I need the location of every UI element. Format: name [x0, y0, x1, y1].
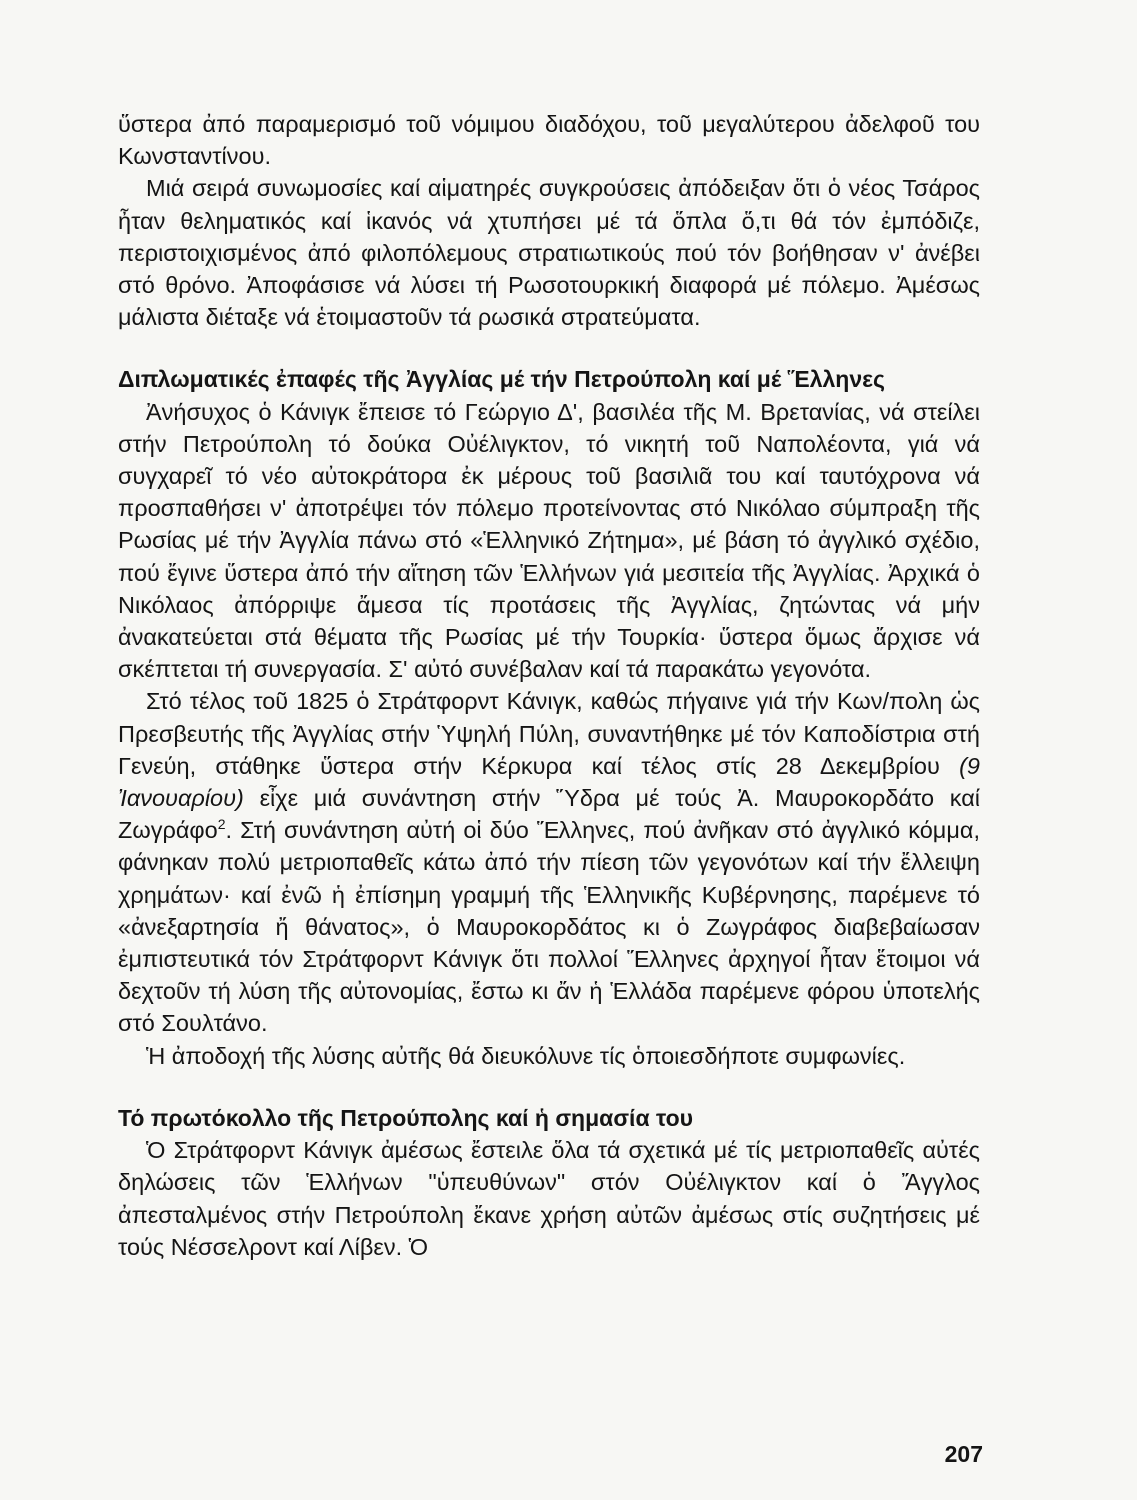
paragraph-continued: ὕστερα ἀπό παραμερισμό τοῦ νόμιμου διαδόχου, τοῦ μεγαλύτερου ἀδελφοῦ του Κωνσταντίνου.	[118, 111, 980, 170]
paragraph-acceptance: Ἡ ἀποδοχή τῆς λύσης αὐτῆς θά διευκόλυνε τίς ὁποιεσδήποτε συμφωνίες.	[146, 1042, 906, 1069]
paragraph-protocol: Ὁ Στράτφορντ Κάνιγκ ἀμέσως ἔστειλε ὅλα τά σχετικά μέ τίς μετριοπαθεῖς αὐτές δηλώσεις τῶν Ἑλλήνων "ὑπευθύνων" στόν Οὐέλιγκτον καί ὁ Ἄγγλος ἀπεσταλμένος στήν Πετρούπολη ἔκανε χρήση αὐτῶν ἀμέσως στίς συζητήσεις μέ τούς Νέσσελροντ καί Λίβεν. Ὁ	[118, 1137, 980, 1260]
paragraph-canning-wellington: Ἀνήσυχος ὁ Κάνιγκ ἔπεισε τό Γεώργιο Δ', βασιλέα τῆς Μ. Βρετανίας, νά στείλει στήν Πετρούπολη τό δούκα Οὐέλιγκτον, τό νικητή τοῦ Ναπολέοντα, γιά νά συγχαρεῖ τό νέο αὐτοκράτορα ἐκ μέρους τοῦ βασιλιᾶ του καί ταυτόχρονα νά προσπαθήσει ν' ἀποτρέψει τόν πόλεμο προτείνοντας στό Νικόλαο σύμπραξη τῆς Ρωσίας μέ τήν Ἀγγλία πάνω στό «Ἑλληνικό Ζήτημα», μέ βάση τό ἀγγλικό σχέδιο, πού ἔγινε ὕστερα ἀπό τήν αἴτηση τῶν Ἑλλήνων γιά μεσιτεία τῆς Ἀγγλίας. Ἀρχικά ὁ Νικόλαος ἀπόρριψε ἄμεσα τίς προτάσεις τῆς Ἀγγλίας, ζητώντας νά μήν ἀνακατεύεται στά θέματα τῆς Ρωσίας μέ τήν Τουρκία· ὕστερα ὅμως ἄρχισε νά σκέπτεται τή συνεργασία. Σ' αὐτό συνέβαλαν καί τά παρακάτω γεγονότα.	[118, 398, 980, 683]
italic-date: (9 Ἰανουαρίου)	[118, 752, 980, 812]
section-heading-protocol: Τό πρωτόκολλο τῆς Πετρούπολης καί ἡ σημασία του	[118, 1104, 694, 1131]
paragraph-text: εἶχε μιά συνάντηση στήν Ὕδρα μέ τούς Ἀ. Μαυροκορδάτο καί Ζωγράφο	[118, 785, 980, 844]
paragraph-text: . Στή συνάντηση αὐτή οἱ δύο Ἕλληνες, πού ἀνῆκαν στό ἀγγλικό κόμμα, φάνηκαν πολύ μετριοπαθεῖς κάτω ἀπό τήν πίεση τῶν γεγονότων καί τήν ἔλλειψη χρημάτων· καί ἐνῶ ἡ ἐπίσημη γραμμή τῆς Ἑλληνικῆς Κυβέρνησης, παρέμενε τό «ἀνεξαρτησία ἤ θάνατος», ὁ Μαυροκορδάτος κι ὁ Ζωγράφος διαβεβαίωσαν ἐμπιστευτικά τόν Στράτφορντ Κάνιγκ ὅτι πολλοί Ἕλληνες ἀρχηγοί ἦταν ἕτοιμοι νά δεχτοῦν τή λύση τῆς αὐτονομίας, ἔστω κι ἄν ἡ Ἑλλάδα παρέμενε φόρου ὑποτελής στό Σουλτάνο.	[118, 817, 980, 1037]
paragraph-tsar: Μιά σειρά συνωμοσίες καί αἱματηρές συγκρούσεις ἀπόδειξαν ὅτι ὁ νέος Τσάρος ἦταν θεληματικός καί ἱκανός νά χτυπήσει μέ τά ὅπλα ὅ,τι θά τόν ἐμπόδιζε, περιστοιχισμένος ἀπό φιλοπόλεμους στρατιωτικούς πού τόν βοήθησαν ν' ἀνέβει στό θρόνο. Ἀποφάσισε νά λύσει τή Ρωσοτουρκική διαφορά μέ πόλεμο. Ἀμέσως μάλιστα διέταξε νά ἑτοιμαστοῦν τά ρωσικά στρατεύματα.	[118, 175, 980, 331]
footnote-ref: 2	[217, 816, 226, 833]
section-heading-diplomatic-contacts: Διπλωματικές ἐπαφές τῆς Ἀγγλίας μέ τήν Πετρούπολη καί μέ Ἕλληνες	[118, 366, 886, 393]
body-text	[118, 108, 980, 1263]
paragraph-text: Στό τέλος τοῦ 1825 ὁ Στράτφορντ Κάνιγκ, καθώς πήγαινε γιά τήν Κων/πολη ὡς Πρεσβευτής τῆς Ἀγγλίας στήν Ὑψηλή Πύλη, συναντήθηκε μέ τόν Καποδίστρια στή Γενεύη, στάθηκε ὕστερα στήν Κέρκυρα καί τέλος στίς 28 Δεκεμβρίου	[118, 688, 980, 779]
page-number: 207	[944, 1441, 983, 1467]
paragraph-stratford-canning	[118, 685, 980, 1039]
